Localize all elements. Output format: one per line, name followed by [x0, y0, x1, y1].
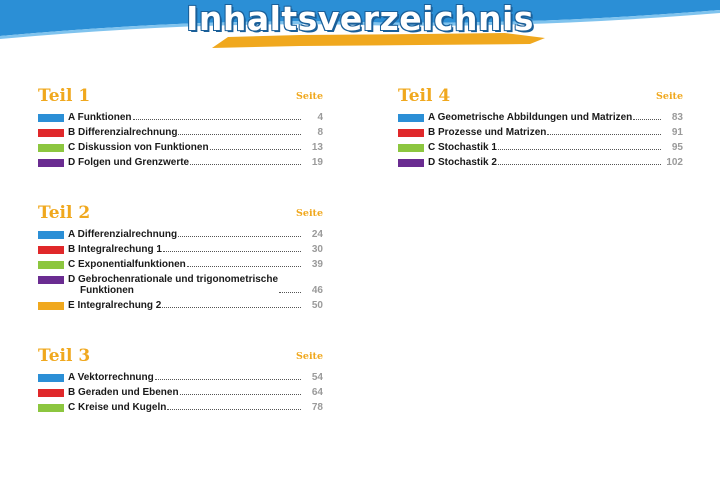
color-marker — [38, 404, 64, 412]
section-title: Teil 1 — [38, 86, 91, 106]
toc-entry[interactable] — [398, 157, 683, 168]
page-number: 64 — [311, 387, 323, 398]
color-marker — [398, 129, 424, 137]
seite-label: Seite — [656, 91, 683, 102]
dot-leader — [133, 119, 301, 120]
section-teil-3 — [38, 346, 323, 417]
page-number: 8 — [317, 127, 323, 138]
page-number: 46 — [311, 285, 323, 296]
color-marker — [38, 302, 64, 310]
entry-label: B Differenzialrechnung — [68, 127, 178, 138]
entry-label: A Geometrische Abbildungen und Matrizen — [428, 112, 633, 123]
toc-entry[interactable] — [38, 229, 323, 240]
toc-entry[interactable] — [38, 157, 323, 168]
toc-entry[interactable] — [38, 244, 323, 255]
entry-label: D Gebrochenrationale und trigonometrische Funktionen — [68, 274, 279, 296]
color-marker — [38, 276, 64, 284]
toc-entry[interactable] — [398, 127, 683, 138]
dot-leader — [167, 409, 301, 410]
toc-entry[interactable] — [38, 387, 323, 398]
dot-leader — [155, 379, 301, 380]
color-marker — [38, 144, 64, 152]
dot-leader — [498, 149, 661, 150]
section-title: Teil 4 — [398, 86, 451, 106]
entry-label: C Kreise und Kugeln — [68, 402, 167, 413]
seite-label: Seite — [296, 208, 323, 219]
dot-leader — [178, 134, 301, 135]
toc-entry[interactable] — [38, 142, 323, 153]
page-number: 19 — [311, 157, 323, 168]
entry-label: B Integralrechung 1 — [68, 244, 162, 255]
page-number: 95 — [671, 142, 683, 153]
page-number: 24 — [311, 229, 323, 240]
color-marker — [38, 159, 64, 167]
toc-entry[interactable] — [38, 259, 323, 270]
toc-entry[interactable] — [38, 300, 323, 311]
dot-leader — [178, 236, 301, 237]
color-marker — [38, 261, 64, 269]
dot-leader — [633, 119, 661, 120]
toc-entry[interactable] — [398, 112, 683, 123]
dot-leader — [210, 149, 301, 150]
entry-label: A Funktionen — [68, 112, 132, 123]
page-number: 39 — [311, 259, 323, 270]
toc-entry[interactable] — [38, 127, 323, 138]
seite-label: Seite — [296, 351, 323, 362]
dot-leader — [163, 251, 301, 252]
toc-entry[interactable] — [38, 372, 323, 383]
entry-label: A Vektorrechnung — [68, 372, 154, 383]
entry-label: B Geraden und Ebenen — [68, 387, 179, 398]
page-number: 50 — [311, 300, 323, 311]
header-banner — [0, 0, 720, 60]
dot-leader — [498, 164, 661, 165]
entry-label: D Stochastik 2 — [428, 157, 497, 168]
page-number: 78 — [311, 402, 323, 413]
page-number: 102 — [666, 157, 683, 168]
section-teil-4 — [398, 86, 683, 172]
page-number: 91 — [671, 127, 683, 138]
page-number: 4 — [317, 112, 323, 123]
section-teil-2 — [38, 203, 323, 315]
section-title: Teil 2 — [38, 203, 91, 223]
entry-label: A Differenzialrechnung — [68, 229, 178, 240]
toc-entry[interactable] — [398, 142, 683, 153]
dot-leader — [190, 164, 301, 165]
color-marker — [38, 129, 64, 137]
dot-leader — [279, 292, 301, 293]
page-number: 30 — [311, 244, 323, 255]
color-marker — [38, 374, 64, 382]
entry-label: E Integralrechung 2 — [68, 300, 162, 311]
dot-leader — [162, 307, 301, 308]
dot-leader — [547, 134, 661, 135]
seite-label: Seite — [296, 91, 323, 102]
toc-entry[interactable] — [38, 112, 323, 123]
page-number: 13 — [311, 142, 323, 153]
page-title: Inhaltsverzeichnis — [186, 0, 534, 38]
toc-entry[interactable] — [38, 402, 323, 413]
page-number: 83 — [671, 112, 683, 123]
entry-label: C Diskussion von Funktionen — [68, 142, 209, 153]
entry-label: B Prozesse und Matrizen — [428, 127, 547, 138]
color-marker — [398, 114, 424, 122]
color-marker — [398, 159, 424, 167]
color-marker — [398, 144, 424, 152]
entry-label: D Folgen und Grenzwerte — [68, 157, 190, 168]
section-teil-1 — [38, 86, 323, 172]
color-marker — [38, 389, 64, 397]
section-title: Teil 3 — [38, 346, 91, 366]
color-marker — [38, 246, 64, 254]
dot-leader — [187, 266, 301, 267]
dot-leader — [180, 394, 301, 395]
toc-entry[interactable] — [38, 274, 323, 296]
color-marker — [38, 231, 64, 239]
color-marker — [38, 114, 64, 122]
entry-label: C Stochastik 1 — [428, 142, 497, 153]
page-number: 54 — [311, 372, 323, 383]
entry-label: C Exponentialfunktionen — [68, 259, 186, 270]
